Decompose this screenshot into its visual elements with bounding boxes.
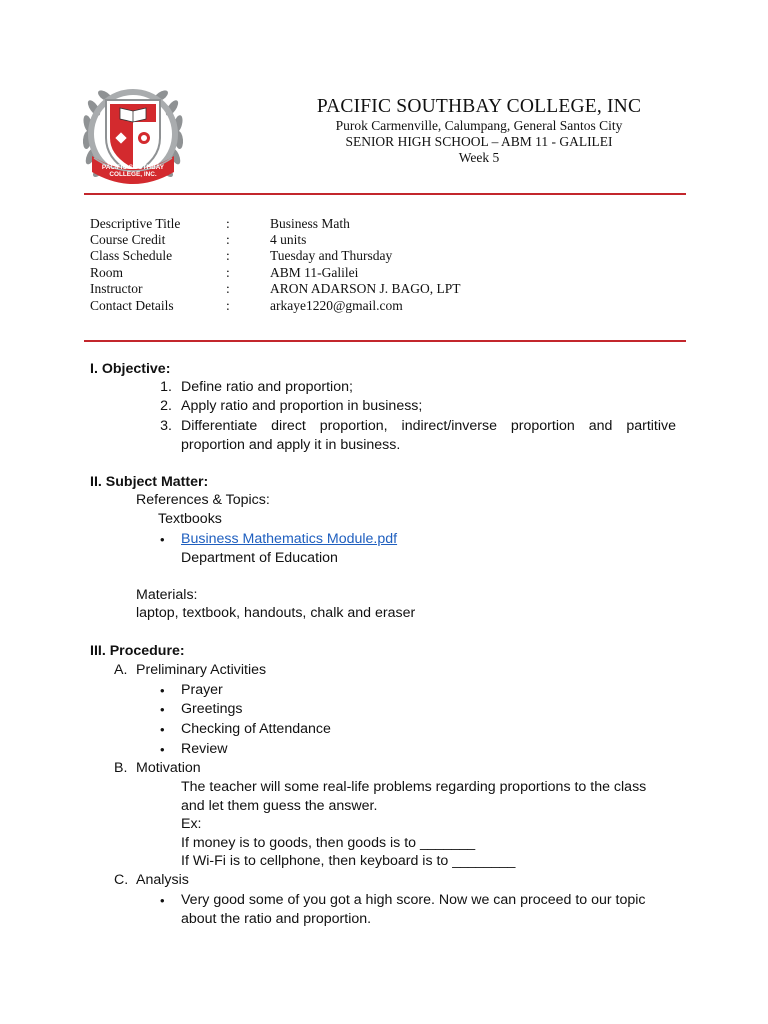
- college-address: Purok Carmenville, Calumpang, General Santos City: [335, 118, 623, 133]
- info-row-schedule: [90, 248, 690, 264]
- activity-item: Prayer: [181, 682, 223, 698]
- info-label: Room: [90, 265, 124, 280]
- preliminary-activities-title: Preliminary Activities: [136, 662, 267, 678]
- bullet: •: [160, 532, 165, 547]
- seal-banner-text: PACIFIC SOUTHBAY COLLEGE, INC.: [101, 164, 165, 178]
- info-value: 4 units: [270, 232, 307, 247]
- activity-item: Review: [181, 741, 228, 757]
- activity-item: Greetings: [181, 701, 243, 717]
- example-item: If money is to goods, then goods is to _______: [181, 835, 476, 851]
- objective-item: Apply ratio and proportion in business;: [181, 398, 423, 414]
- motivation-title: Motivation: [136, 760, 201, 776]
- materials-list: laptop, textbook, handouts, chalk and eraser: [136, 605, 416, 621]
- objective-heading: I. Objective:: [90, 361, 171, 377]
- list-number: 3.: [160, 418, 172, 434]
- info-label: Class Schedule: [90, 248, 173, 263]
- analysis-text: Very good some of you got a high score. Now we can proceed to our topic: [181, 892, 646, 908]
- bullet: •: [160, 722, 165, 737]
- section-letter: C.: [114, 872, 129, 888]
- info-separator: :: [226, 216, 230, 231]
- materials-label: Materials:: [136, 587, 198, 603]
- info-row-room: [90, 265, 690, 281]
- info-row-title: [90, 216, 690, 232]
- info-row-credit: [90, 232, 690, 248]
- section-letter: A.: [114, 662, 128, 678]
- procedure-heading: III. Procedure:: [90, 643, 185, 659]
- info-value: ABM 11-Galilei: [270, 265, 359, 280]
- bullet: •: [160, 683, 165, 698]
- info-value: ARON ADARSON J. BAGO, LPT: [270, 281, 461, 296]
- example-label: Ex:: [181, 816, 202, 832]
- info-separator: :: [226, 265, 230, 280]
- header-divider: [84, 193, 686, 195]
- objective-item-continued: proportion and apply it in business.: [181, 437, 401, 453]
- week-label: Week 5: [458, 150, 500, 165]
- analysis-title: Analysis: [136, 872, 189, 888]
- list-number: 1.: [160, 379, 172, 395]
- bullet: •: [160, 742, 165, 757]
- info-row-instructor: [90, 281, 690, 297]
- motivation-text-continued: and let them guess the answer.: [181, 798, 378, 814]
- motivation-text: The teacher will some real-life problems regarding proportions to the class: [181, 779, 647, 795]
- activity-item: Checking of Attendance: [181, 721, 331, 737]
- bullet: •: [160, 702, 165, 717]
- info-separator: :: [226, 248, 230, 263]
- references-label: References & Topics:: [136, 492, 270, 508]
- section-letter: B.: [114, 760, 128, 776]
- publisher-text: Department of Education: [181, 550, 338, 566]
- college-name: PACIFIC SOUTHBAY COLLEGE, INC: [316, 96, 642, 117]
- module-pdf-link[interactable]: Business Mathematics Module.pdf: [181, 531, 398, 547]
- bullet: •: [160, 893, 165, 908]
- objective-item: Define ratio and proportion;: [181, 379, 353, 395]
- info-label: Instructor: [90, 281, 143, 296]
- info-separator: :: [226, 298, 230, 313]
- textbooks-label: Textbooks: [158, 511, 222, 527]
- info-label: Contact Details: [90, 298, 174, 313]
- program-line: SENIOR HIGH SCHOOL – ABM 11 - GALILEI: [345, 134, 613, 149]
- analysis-text-continued: about the ratio and proportion.: [181, 911, 372, 927]
- info-divider: [84, 340, 686, 342]
- info-separator: :: [226, 232, 230, 247]
- subject-heading: II. Subject Matter:: [90, 474, 209, 490]
- info-value: arkaye1220@gmail.com: [270, 298, 403, 313]
- info-value: Tuesday and Thursday: [270, 248, 393, 263]
- info-row-contact: [90, 298, 690, 314]
- info-label: Course Credit: [90, 232, 166, 247]
- info-separator: :: [226, 281, 230, 296]
- example-item: If Wi-Fi is to cellphone, then keyboard is to ________: [181, 853, 516, 869]
- list-number: 2.: [160, 398, 172, 414]
- college-seal-logo: [80, 78, 186, 190]
- info-label: Descriptive Title: [90, 216, 181, 231]
- objective-item: Differentiate direct proportion, indirect/inverse proportion and partitive: [181, 418, 676, 434]
- info-value: Business Math: [270, 216, 350, 231]
